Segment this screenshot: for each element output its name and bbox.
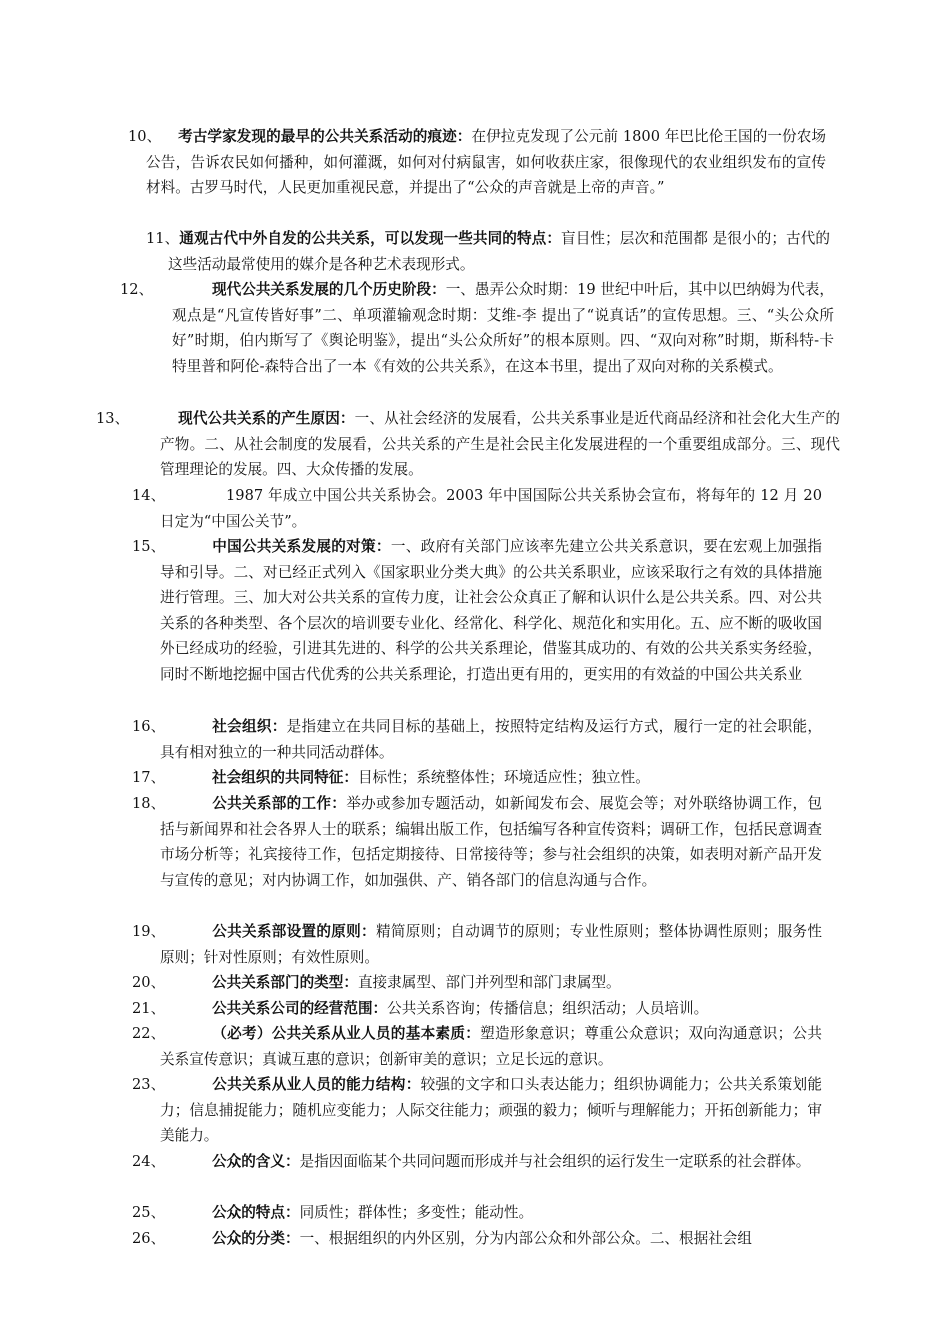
item-text: 塑造形象意识；尊重公众意识；双向沟通意识；公共关系宣传意识；真诚互惠的意识；创新审美的意识；立足长远的意识。: [160, 1025, 822, 1068]
item-text: 同质性；群体性；多变性；能动性。: [299, 1204, 534, 1221]
list-item-18: [132, 791, 822, 893]
item-text: 较强的文字和口头表达能力；组织协调能力；公共关系策划能力；信息捕捉能力；随机应变能力；人际交往能力；顽强的毅力；倾听与理解能力；开拓创新能力；审美能力。: [160, 1076, 822, 1145]
item-text: 1987 年成立中国公共关系协会。2003 年中国国际公共关系协会宣布，将每年的 12 月 20 日定为“中国公关节”。: [160, 487, 822, 530]
item-heading: （必考）公共关系从业人员的基本素质：: [212, 1025, 481, 1042]
item-number: 10、: [128, 128, 162, 145]
item-number: 12、: [120, 281, 154, 298]
item-heading: 公众的特点：: [212, 1204, 300, 1221]
list-item-26: [132, 1226, 822, 1252]
item-number: 21、: [132, 1000, 166, 1017]
item-number: 14、: [132, 487, 166, 504]
item-number: 22、: [132, 1025, 166, 1042]
item-heading: 现代公共关系发展的几个历史阶段：: [212, 281, 446, 298]
item-heading: 考古学家发现的最早的公共关系活动的痕迹：: [178, 128, 472, 145]
item-heading: 公共关系从业人员的能力结构：: [212, 1076, 421, 1093]
item-number: 18、: [132, 795, 166, 812]
item-number: 25、: [132, 1204, 166, 1221]
list-item-16: [132, 714, 822, 765]
item-number: 11、: [146, 230, 180, 247]
item-heading: 公众的含义：: [212, 1153, 300, 1170]
list-item-24: [132, 1149, 822, 1175]
item-number: 17、: [132, 769, 166, 786]
item-text: 在伊拉克发现了公元前 1800 年巴比伦王国的一份农场公告，告诉农民如何播种，如何灌溉，如何对付病鼠害，如何收获庄家，很像现代的农业组织发布的宣传材料。古罗马时代，人民更加重视民意，并提出了“公众的声音就是上帝的声音。”: [146, 128, 826, 197]
item-text: 精简原则；自动调节的原则；专业性原则；整体协调性原则；服务性原则；针对性原则；有效性原则。: [160, 923, 822, 966]
list-item-20: [132, 970, 822, 996]
item-heading: 社会组织：: [212, 718, 287, 735]
item-number: 15、: [132, 538, 166, 555]
list-item-11: [146, 226, 830, 277]
item-text: 是指因面临某个共同问题而形成并与社会组织的运行发生一定联系的社会群体。: [299, 1153, 811, 1170]
item-text: 一、根据组织的内外区别，分为内部公众和外部公众。二、根据社会组: [299, 1230, 752, 1247]
item-number: 26、: [132, 1230, 166, 1247]
item-text: 直接隶属型、部门并列型和部门隶属型。: [357, 974, 621, 991]
list-item-25: [132, 1200, 822, 1226]
item-text: 一、愚弄公众时期：19 世纪中叶后，其中以巴纳姆为代表，观点是“凡宣传皆好事”二、单项灌输观念时期：艾维-李 提出了“说真话”的宣传思想。三、“头公众所好”时期，伯内斯写了《舆论明鉴》，提出“头公众所好”的根本原则。四、“双向对称”时期，斯科特-卡特里普和阿伦-森特合出了一本《有效的公共关系》，在这本书里，提出了双向对称的关系模式。: [172, 281, 834, 375]
item-number: 23、: [132, 1076, 166, 1093]
item-heading: 公共关系部门的类型：: [212, 974, 358, 991]
list-item-22: [132, 1021, 822, 1072]
item-number: 20、: [132, 974, 166, 991]
item-number: 13、: [96, 410, 130, 427]
item-number: 16、: [132, 718, 166, 735]
item-heading: 通观古代中外自发的公共关系，可以发现一些共同的特点：: [179, 230, 562, 247]
list-item-23: [132, 1072, 822, 1149]
item-text: 公共关系咨询；传播信息；组织活动；人员培训。: [387, 1000, 709, 1017]
item-heading: 公共关系公司的经营范围：: [212, 1000, 388, 1017]
item-number: 19、: [132, 923, 166, 940]
item-heading: 公众的分类：: [212, 1230, 300, 1247]
item-text: 一、政府有关部门应该率先建立公共关系意识，要在宏观上加强指导和引导。二、对已经正式列入《国家职业分类大典》的公共关系职业，应该采取行之有效的具体措施进行管理。三、加大对公共关系的宣传力度，让社会公众真正了解和认识什么是公共关系。四、对公共关系的各种类型、各个层次的培训要专业化、经常化、科学化、规范化和实用化。五、应不断的吸收国外已经成功的经验，引进其先进的、科学的公共关系理论，借鉴其成功的、有效的公共关系实务经验，同时不断地挖掘中国古代优秀的公共关系理论，打造出更有用的，更实用的有效益的中国公共关系业: [160, 538, 822, 683]
item-number: 24、: [132, 1153, 166, 1170]
item-text: 目标性；系统整体性；环境适应性；独立性。: [357, 769, 650, 786]
list-item-15: [132, 534, 822, 688]
list-item-10: [128, 124, 826, 201]
list-item-21: [132, 996, 822, 1022]
list-item-13: [96, 406, 840, 483]
item-text: 是指建立在共同目标的基础上，按照特定结构及运行方式，履行一定的社会职能，具有相对独立的一种共同活动群体。: [160, 718, 822, 761]
item-heading: 公共关系部设置的原则：: [212, 923, 376, 940]
list-item-17: [132, 765, 822, 791]
list-item-19: [132, 919, 822, 970]
item-heading: 公共关系部的工作：: [212, 795, 347, 812]
list-item-14: [132, 483, 822, 534]
item-text: 举办或参加专题活动，如新闻发布会、展览会等；对外联络协调工作，包括与新闻界和社会各界人士的联系；编辑出版工作，包括编写各种宣传资料；调研工作，包括民意调查市场分析等；礼宾接待工作，包括定期接待、日常接待等；参与社会组织的决策，如表明对新产品开发与宣传的意见；对内协调工作，如加强供、产、销各部门的信息沟通与合作。: [160, 795, 822, 889]
item-heading: 中国公共关系发展的对策：: [212, 538, 391, 555]
item-text: 盲目性；层次和范围都 是很小的；古代的这些活动最常使用的媒介是各种艺术表现形式。: [168, 230, 830, 273]
item-text: 一、从社会经济的发展看，公共关系事业是近代商品经济和社会化大生产的产物。二、从社会制度的发展看，公共关系的产生是社会民主化发展进程的一个重要组成部分。三、现代管理理论的发展。四、大众传播的发展。: [160, 410, 840, 479]
item-heading: 现代公共关系的产生原因：: [178, 410, 355, 427]
item-heading: 社会组织的共同特征：: [212, 769, 358, 786]
list-item-12: [120, 277, 834, 379]
